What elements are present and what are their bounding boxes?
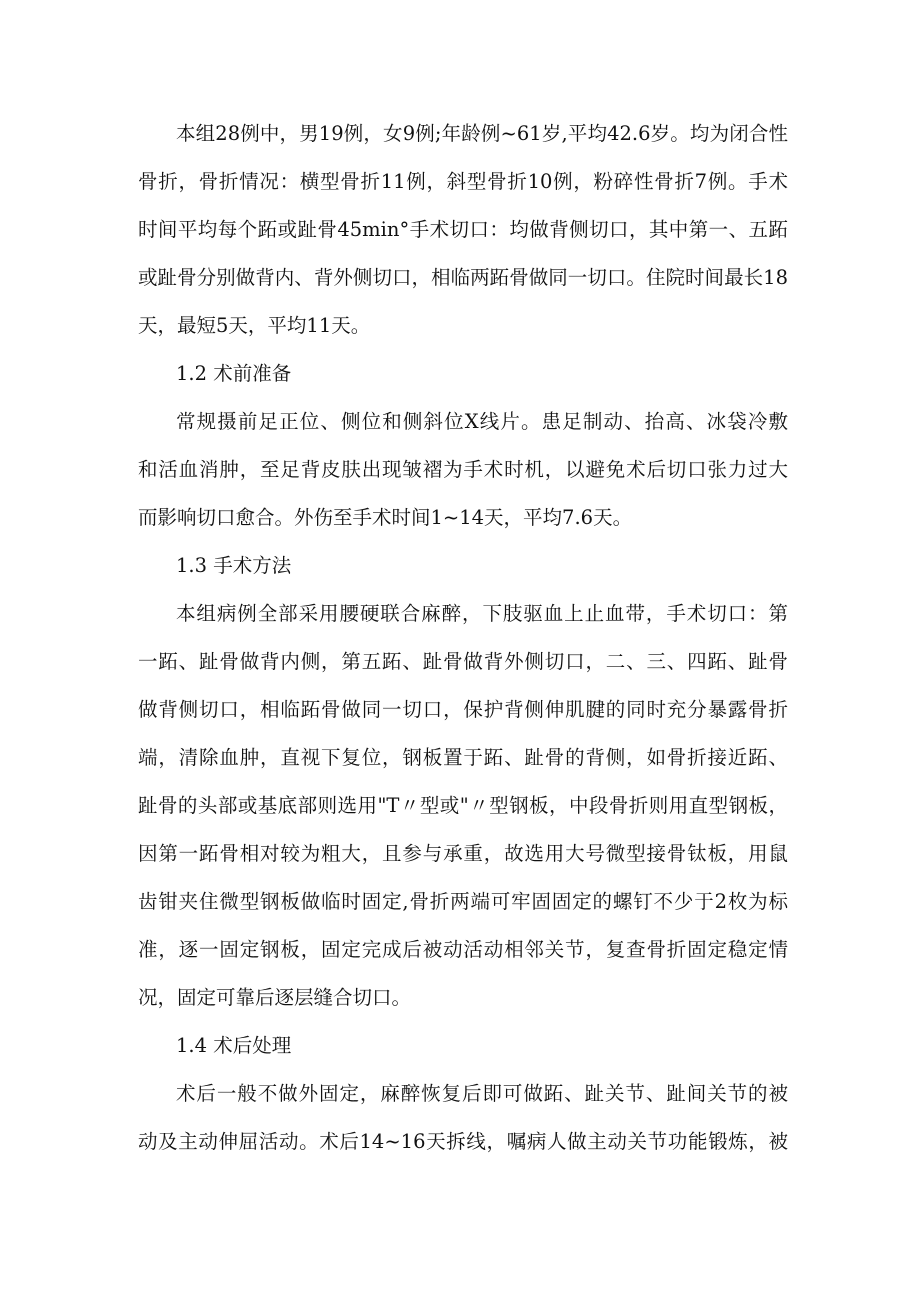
paragraph-1-line-5: 天，最短5天，平均11天。 [138, 314, 371, 337]
paragraph-4-line-1: 术后一般不做外固定，麻醉恢复后即可做跖、趾关节、趾间关节的被 [176, 1082, 788, 1105]
paragraph-3-line-7: 齿钳夹住微型钢板做临时固定,骨折两端可牢固固定的螺钉不少于2枚为标 [138, 890, 788, 913]
section-heading-1-2: 1.2 术前准备 [176, 362, 292, 385]
paragraph-4-line-2: 动及主动伸屈活动。术后14~16天拆线，嘱病人做主动关节功能锻炼，被 [138, 1130, 788, 1153]
paragraph-2-line-3: 而影响切口愈合。外伤至手术时间1~14天，平均7.6天。 [138, 506, 633, 529]
paragraph-3-line-2: 一跖、趾骨做背内侧，第五跖、趾骨做背外侧切口，二、三、四跖、趾骨 [138, 650, 788, 673]
paragraph-3-line-6: 因第一跖骨相对较为粗大，且参与承重，故选用大号微型接骨钛板，用鼠 [138, 842, 788, 865]
paragraph-3-line-3: 做背侧切口，相临跖骨做同一切口，保护背侧伸肌腱的同时充分暴露骨折 [138, 698, 788, 721]
paragraph-2-line-1: 常规摄前足正位、侧位和侧斜位X线片。患足制动、抬高、冰袋冷敷 [176, 410, 788, 433]
paragraph-3-line-5: 趾骨的头部或基底部则选用"T〃型或"〃型钢板，中段骨折则用直型钢板， [138, 794, 788, 817]
section-heading-1-3: 1.3 手术方法 [176, 554, 292, 577]
paragraph-3-line-9: 况，固定可靠后逐层缝合切口。 [138, 986, 412, 1009]
paragraph-3-line-1: 本组病例全部采用腰硬联合麻醉，下肢驱血上止血带，手术切口：第 [176, 602, 788, 625]
paragraph-1-line-2: 骨折，骨折情况：横型骨折11例，斜型骨折10例，粉碎性骨折7例。手术 [138, 170, 788, 193]
section-heading-1-4: 1.4 术后处理 [176, 1034, 292, 1057]
paragraph-1-line-1: 本组28例中，男19例，女9例;年龄例~61岁,平均42.6岁。均为闭合性 [176, 122, 788, 145]
paragraph-2-line-2: 和活血消肿，至足背皮肤出现皱褶为手术时机，以避免术后切口张力过大 [138, 458, 788, 481]
paragraph-3-line-4: 端，清除血肿，直视下复位，钢板置于跖、趾骨的背侧，如骨折接近跖、 [138, 746, 788, 769]
paragraph-1-line-4: 或趾骨分别做背内、背外侧切口，相临两跖骨做同一切口。住院时间最长18 [138, 266, 788, 289]
paragraph-3-line-8: 准，逐一固定钢板，固定完成后被动活动相邻关节，复查骨折固定稳定情 [138, 938, 788, 961]
paragraph-1-line-3: 时间平均每个跖或趾骨45min°手术切口：均做背侧切口，其中第一、五跖 [138, 218, 788, 241]
